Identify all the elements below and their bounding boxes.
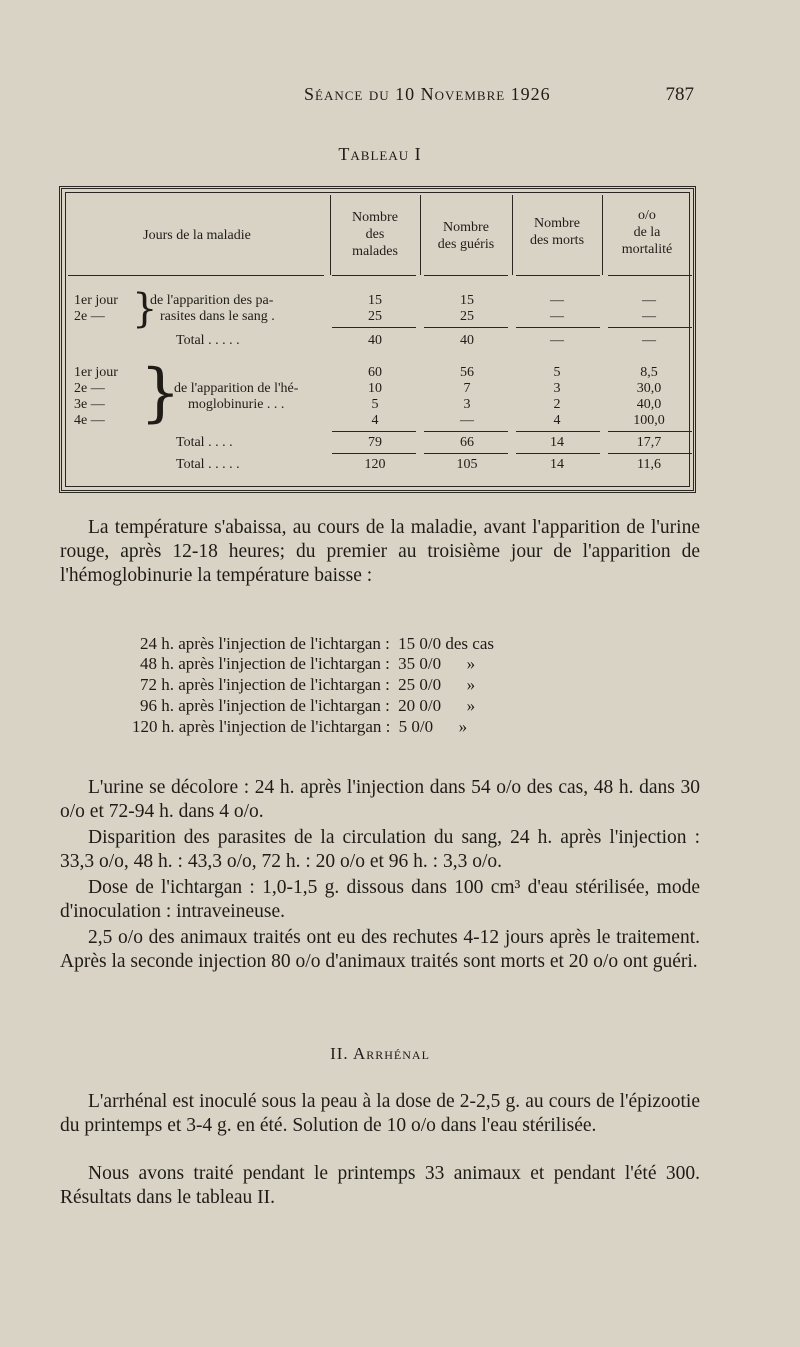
g2-r4-gueris: — (460, 413, 474, 428)
g2-r3-morts: 2 (553, 397, 561, 412)
grand-total-morts: 14 (550, 457, 564, 472)
g1-r1-malades: 15 (368, 293, 382, 308)
header-malades: Nombre des malades (352, 210, 398, 259)
g1-r2-mortalite: — (642, 309, 656, 324)
header-jours: Jours de la maladie (143, 228, 251, 243)
grand-total-label: Total . . . . . (176, 457, 240, 472)
g2-total-label: Total . . . . (176, 435, 233, 450)
g2-r2-mortalite: 30,0 (636, 381, 662, 396)
g1-r2-malades: 25 (368, 309, 382, 324)
paragraph-dose: Dose de l'ichtargan : 1,0-1,5 g. dissous dans 100 cm³ d'eau stérilisée, mode d'inoculation : intraveineuse. (60, 877, 700, 922)
paragraph-urine: L'urine se décolore : 24 h. après l'injection dans 54 o/o des cas, 48 h. dans 30 o/o et 72-94 h. dans 4 o/o. (60, 777, 700, 822)
list-item: 120 h. après l'injection de l'ichtargan : 5 0/0 » (132, 717, 468, 736)
paragraph-arrhenal: L'arrhénal est inoculé sous la peau à la dose de 2-2,5 g. au cours de l'épizootie du printemps et 3-4 g. en été. Solution de 10 o/o dans l'eau stérilisée. (60, 1091, 700, 1136)
g2-r2-gueris: 7 (463, 381, 471, 396)
g1-desc-2: rasites dans le sang . (160, 309, 275, 324)
g2-day-4: 4e — (74, 413, 105, 428)
g1-total-morts: — (550, 333, 564, 348)
g2-total-morts: 14 (550, 435, 564, 450)
g2-r1-mortalite: 8,5 (640, 365, 658, 380)
g2-r3-mortalite: 40,0 (636, 397, 662, 412)
g2-r2-malades: 10 (368, 381, 382, 396)
g2-r4-malades: 4 (371, 413, 379, 428)
g2-r4-mortalite: 100,0 (633, 413, 665, 428)
g2-day-1: 1er jour (74, 365, 118, 380)
grand-total-malades: 120 (364, 457, 386, 472)
g1-r2-morts: — (550, 309, 564, 324)
list-item: 48 h. après l'injection de l'ichtargan : 35 0/0 » (140, 654, 476, 673)
g1-r1-morts: — (550, 293, 564, 308)
paragraph-results: Nous avons traité pendant le printemps 33 animaux et pendant l'été 300. Résultats dans le tableau II. (60, 1163, 700, 1208)
g1-day-2: 2e — (74, 309, 105, 324)
g2-r1-morts: 5 (553, 365, 561, 380)
g1-r1-mortalite: — (642, 293, 656, 308)
running-head (60, 84, 700, 114)
paragraph-temperature: La température s'abaissa, au cours de la maladie, avant l'apparition de l'urine rouge, après 12-18 heures; du premier au troisième jour de l'apparition de l'hémoglobinurie la température baisse : (60, 517, 700, 586)
g2-total-malades: 79 (368, 435, 382, 450)
list-item: 72 h. après l'injection de l'ichtargan : 25 0/0 » (140, 675, 476, 694)
g2-desc-1: de l'apparition de l'hé- (174, 381, 299, 396)
paragraph-rechutes: 2,5 o/o des animaux traités ont eu des rechutes 4-12 jours après le traitement. Après la seconde injection 80 o/o d'animaux traités sont morts et 20 o/o ont guéri. (60, 927, 700, 972)
g1-total-label: Total . . . . . (176, 333, 240, 348)
list-item: 24 h. après l'injection de l'ichtargan : 15 0/0 des cas (140, 634, 494, 653)
g2-desc-2: moglobinurie . . . (188, 397, 285, 412)
g1-brace: } (132, 286, 158, 332)
g1-total-gueris: 40 (460, 333, 474, 348)
g1-r1-gueris: 15 (460, 293, 474, 308)
g1-desc-1: de l'apparition des pa- (150, 293, 274, 308)
grand-total-mortalite: 11,6 (637, 457, 661, 472)
g2-r1-gueris: 56 (460, 365, 474, 380)
g1-r2-gueris: 25 (460, 309, 474, 324)
g2-r4-morts: 4 (553, 413, 561, 428)
list-item: 96 h. après l'injection de l'ichtargan : 20 0/0 » (140, 696, 476, 715)
section-title: II. Arrhénal (330, 1044, 430, 1063)
g2-r3-malades: 5 (371, 397, 379, 412)
header-mortalite: o/o de la mortalité (621, 208, 673, 257)
paragraph-parasites: Disparition des parasites de la circulation du sang, 24 h. après l'injection : 33,3 o/o, 48 h. : 43,3 o/o, 72 h. : 20 o/o et 96 h. : 3,3 o/o. (60, 827, 700, 872)
grand-total-gueris: 105 (456, 457, 478, 472)
header-morts: Nombre des morts (529, 216, 585, 248)
g2-day-3: 3e — (74, 397, 105, 412)
g2-day-2: 2e — (74, 381, 105, 396)
page-number: 787 (665, 84, 694, 105)
g1-total-malades: 40 (368, 333, 382, 348)
g1-total-mortalite: — (642, 333, 656, 348)
g1-day-1: 1er jour (74, 293, 118, 308)
table-title: Tableau I (338, 144, 422, 164)
g2-brace: } (140, 356, 181, 430)
g2-r3-gueris: 3 (463, 397, 471, 412)
g2-r2-morts: 3 (553, 381, 561, 396)
running-title: Séance du 10 Novembre 1926 (304, 84, 551, 104)
g2-r1-malades: 60 (368, 365, 382, 380)
header-gueris: Nombre des guéris (437, 220, 495, 252)
g2-total-mortalite: 17,7 (636, 435, 662, 450)
g2-total-gueris: 66 (460, 435, 474, 450)
data-table (59, 186, 696, 493)
